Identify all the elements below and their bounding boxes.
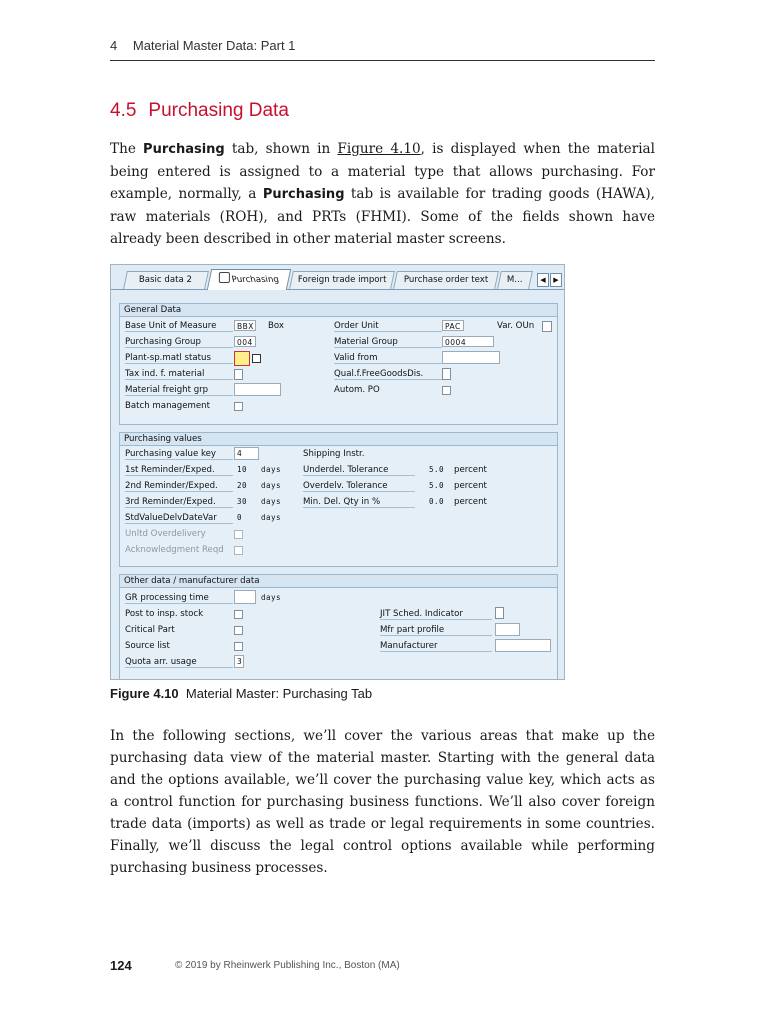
- tab-purchase-order-text[interactable]: [393, 271, 499, 289]
- reminder2-unit: days: [261, 481, 282, 490]
- manufacturer-label: Manufacturer: [380, 641, 492, 652]
- var-oun-label: Var. OUn: [497, 321, 535, 331]
- quota-usage-field[interactable]: 3: [234, 655, 244, 668]
- reminder3-unit: days: [261, 497, 282, 506]
- copyright-notice: © 2019 by Rheinwerk Publishing Inc., Boston (MA): [175, 960, 400, 971]
- gr-processing-label: GR processing time: [125, 593, 233, 604]
- base-uom-label: Base Unit of Measure: [125, 321, 233, 332]
- quota-usage-label: Quota arr. usage: [125, 657, 233, 668]
- bold-term: Purchasing: [262, 187, 345, 202]
- jit-label: JIT Sched. Indicator: [380, 609, 492, 620]
- group-title: Other data / manufacturer data: [120, 575, 557, 588]
- sap-purchasing-screenshot: [110, 264, 565, 680]
- figure-reference-link[interactable]: Figure 4.10: [337, 141, 421, 157]
- underdel-tolerance-unit: percent: [454, 465, 487, 475]
- source-list-label: Source list: [125, 641, 170, 651]
- tab-scroll-left-icon[interactable]: ◀: [537, 273, 549, 287]
- tab-label: Basic data 2: [139, 275, 193, 285]
- figure-title: Material Master: Purchasing Tab: [185, 686, 373, 701]
- text-run: The: [110, 141, 144, 157]
- running-head: [110, 38, 655, 61]
- body-paragraph: In the following sections, we’ll cover the various areas that make up the purchasing data view of the material master. Starting with the general data and the options available, we’ll cover the purchasing value key, which acts as a control function for purchasing business functions. We’ll also cover foreign trade data (imports) as well as trade or legal requirements in some countries. Finally, we’ll discuss the legal control options available while performing purchasing business processes.: [110, 728, 655, 876]
- tab-label: Foreign trade import: [297, 275, 387, 285]
- intro-paragraph: [110, 138, 655, 250]
- reminder2-label: 2nd Reminder/Exped.: [125, 481, 233, 492]
- critical-part-label: Critical Part: [125, 625, 175, 635]
- overdel-tolerance-value: 5.0: [429, 481, 445, 490]
- edit-icon: [219, 272, 230, 283]
- qual-free-goods-field[interactable]: [442, 368, 451, 380]
- tab-basic-data-2[interactable]: [123, 271, 209, 289]
- material-group-field[interactable]: 0004: [442, 336, 494, 347]
- valid-from-label: Valid from: [334, 353, 442, 364]
- purch-group-field[interactable]: 004: [234, 336, 256, 347]
- bold-term: Purchasing: [143, 142, 225, 157]
- unltd-overdelivery-label: Unltd Overdelivery: [125, 529, 206, 539]
- reminder1-label: 1st Reminder/Exped.: [125, 465, 233, 476]
- underdel-tolerance-value: 5.0: [429, 465, 445, 474]
- plant-status-field[interactable]: [234, 351, 250, 366]
- text-run: tab, shown in: [224, 141, 338, 157]
- min-del-qty-value: 0.0: [429, 497, 445, 506]
- reminder3-label: 3rd Reminder/Exped.: [125, 497, 233, 508]
- material-group-label: Material Group: [334, 337, 442, 348]
- base-uom-field[interactable]: BBX: [234, 320, 256, 331]
- tab-label: M...: [507, 275, 523, 285]
- autom-po-label: Autom. PO: [334, 385, 380, 395]
- text-run: tab is available for trading goods (HAWA), raw materials (ROH), and PRTs (FHMI). Some of the fields shown have already been described in other material master screens.: [110, 186, 655, 247]
- shipping-instr-label: Shipping Instr.: [303, 449, 365, 459]
- underdel-tolerance-label: Underdel. Tolerance: [303, 465, 415, 476]
- pvk-field[interactable]: 4: [234, 447, 259, 460]
- plant-status-label: Plant-sp.matl status: [125, 353, 233, 364]
- jit-field[interactable]: [495, 607, 504, 619]
- base-uom-text: Box: [268, 321, 284, 331]
- tab-foreign-trade-import[interactable]: [289, 271, 395, 289]
- mfr-profile-label: Mfr part profile: [380, 625, 492, 636]
- chapter-title: Material Master Data: Part 1: [132, 38, 296, 53]
- tab-scroll-right-icon[interactable]: ▶: [550, 273, 562, 287]
- post-insp-label: Post to insp. stock: [125, 609, 204, 619]
- gr-processing-field[interactable]: [234, 590, 256, 604]
- tab-label: Purchase order text: [403, 275, 489, 285]
- freight-group-label: Material freight grp: [125, 385, 233, 396]
- purch-group-label: Purchasing Group: [125, 337, 233, 348]
- chapter-number: 4: [110, 38, 118, 53]
- group-title: General Data: [120, 304, 557, 317]
- tax-label: Tax ind. f. material: [125, 369, 233, 380]
- tab-purchasing[interactable]: [207, 269, 291, 290]
- pvk-label: Purchasing value key: [125, 449, 233, 460]
- overdel-tolerance-unit: percent: [454, 481, 487, 491]
- batch-management-label: Batch management: [125, 401, 211, 411]
- figure-label: Figure 4.10: [110, 686, 179, 701]
- valid-from-field[interactable]: [442, 351, 500, 364]
- tab-label: Purchasing: [230, 275, 280, 285]
- search-help-icon[interactable]: [252, 354, 261, 363]
- tax-field[interactable]: [234, 369, 243, 380]
- tab-strip: [111, 265, 564, 290]
- min-del-qty-unit: percent: [454, 497, 487, 507]
- order-unit-label: Order Unit: [334, 321, 442, 332]
- freight-group-field[interactable]: [234, 383, 281, 396]
- section-number: 4.5: [110, 100, 137, 121]
- section-heading: Purchasing Data: [148, 100, 289, 121]
- std-value-value: 0: [237, 513, 243, 522]
- autom-po-checkbox[interactable]: [442, 386, 451, 395]
- min-del-qty-label: Min. Del. Qty in %: [303, 497, 415, 508]
- page-number: 124: [110, 958, 132, 973]
- reminder1-unit: days: [261, 465, 282, 474]
- reminder1-value: 10: [237, 465, 248, 474]
- acknowledgment-checkbox[interactable]: [234, 546, 243, 555]
- overdel-tolerance-label: Overdelv. Tolerance: [303, 481, 415, 492]
- order-unit-field[interactable]: PAC: [442, 320, 464, 331]
- std-value-label: StdValueDelvDateVar: [125, 513, 233, 524]
- group-title: Purchasing values: [120, 433, 557, 446]
- tab-more[interactable]: [497, 271, 533, 289]
- qual-free-goods-label: Qual.f.FreeGoodsDis.: [334, 369, 442, 380]
- unltd-overdelivery-checkbox[interactable]: [234, 530, 243, 539]
- text-run: , is displayed when the material being entered is assigned to a material type that allows purchasing. For example, normally, a: [110, 141, 655, 202]
- manufacturer-field[interactable]: [495, 639, 551, 652]
- acknowledgment-label: Acknowledgment Reqd: [125, 545, 224, 555]
- batch-management-checkbox[interactable]: [234, 402, 243, 411]
- post-insp-checkbox[interactable]: [234, 610, 243, 619]
- source-list-checkbox[interactable]: [234, 642, 243, 651]
- section-title: [110, 100, 289, 122]
- critical-part-checkbox[interactable]: [234, 626, 243, 635]
- std-value-unit: days: [261, 513, 282, 522]
- reminder3-value: 30: [237, 497, 248, 506]
- mfr-profile-field[interactable]: [495, 623, 520, 636]
- reminder2-value: 20: [237, 481, 248, 490]
- figure-caption: [110, 686, 372, 701]
- var-oun-field[interactable]: [542, 321, 552, 332]
- gr-processing-unit: days: [261, 593, 282, 602]
